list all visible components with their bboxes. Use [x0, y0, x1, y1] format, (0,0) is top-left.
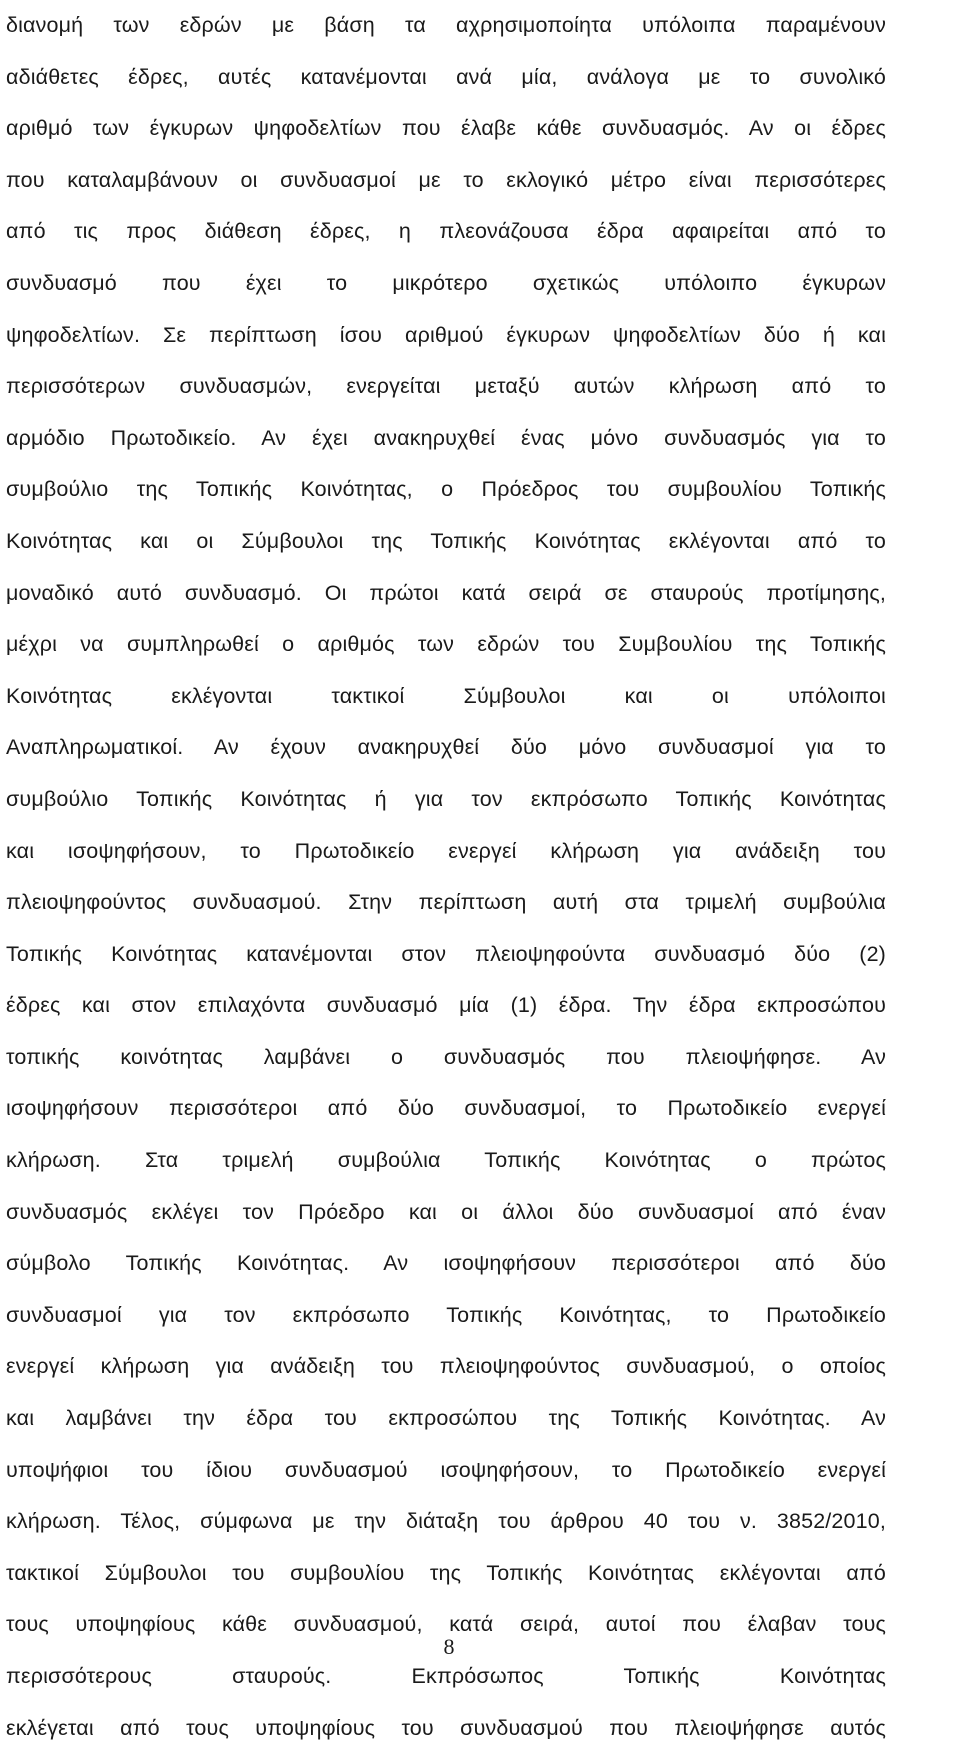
text-line: περισσότερων συνδυασμών, ενεργείται μεταξύ αυτών κλήρωση από το — [6, 374, 886, 399]
text-line: Κοινότητας εκλέγονται τακτικοί Σύμβουλοι και οι υπόλοιποι — [6, 683, 886, 708]
text-line: διανομή των εδρών με βάση τα αχρησιμοποίητα υπόλοιπα παραμένουν — [6, 13, 886, 37]
text-line: κλήρωση. Τέλος, σύμφωνα με την διάταξη του άρθρου 40 του ν. 3852/2010, — [6, 1509, 886, 1534]
text-line: συνδυασμό που έχει το μικρότερο σχετικώς υπόλοιπο έγκυρων — [6, 270, 886, 295]
text-line: μοναδικό αυτό συνδυασμό. Οι πρώτοι κατά σειρά σε σταυρούς προτίμησης, — [6, 580, 886, 605]
page-number: 8 — [443, 1634, 455, 1659]
text-line: αδιάθετες έδρες, αυτές κατανέμονται ανά μία, ανάλογα με το συνολικό — [6, 64, 886, 89]
text-line: εκλέγεται από τους υποψηφίους του συνδυασμού που πλειοψήφησε αυτός — [6, 1715, 886, 1740]
text-line: συμβούλιο της Τοπικής Κοινότητας, ο Πρόεδρος του συμβουλίου Τοπικής — [6, 477, 886, 502]
text-line: έδρες και στον επιλαχόντα συνδυασμό μία (1) έδρα. Την έδρα εκπροσώπου — [6, 993, 886, 1018]
text-line: σύμβολο Τοπικής Κοινότητας. Αν ισοψηφήσουν περισσότεροι από δύο — [6, 1251, 886, 1276]
text-line: τακτικοί Σύμβουλοι του συμβουλίου της Τοπικής Κοινότητας εκλέγονται από — [6, 1560, 886, 1585]
text-line: τοπικής κοινότητας λαμβάνει ο συνδυασμός που πλειοψήφησε. Αν — [6, 1044, 886, 1069]
text-line: Αναπληρωματικοί. Αν έχουν ανακηρυχθεί δύο μόνο συνδυασμοί για το — [6, 735, 886, 760]
text-line: συμβούλιο Τοπικής Κοινότητας ή για τον εκπρόσωπο Τοπικής Κοινότητας — [6, 786, 886, 811]
text-line: αρμόδιο Πρωτοδικείο. Αν έχει ανακηρυχθεί ένας μόνο συνδυασμός για το — [6, 425, 886, 450]
text-line: αριθμό των έγκυρων ψηφοδελτίων που έλαβε κάθε συνδυασμός. Αν οι έδρες — [6, 116, 886, 141]
text-line: τους υποψηφίους κάθε συνδυασμού, κατά σειρά, αυτοί που έλαβαν τους — [6, 1612, 886, 1637]
text-line: πλειοψηφούντος συνδυασμού. Στην περίπτωση αυτή στα τριμελή συμβούλια — [6, 890, 886, 915]
text-line: που καταλαμβάνουν οι συνδυασμοί με το εκλογικό μέτρο είναι περισσότερες — [6, 167, 886, 192]
text-line: ψηφοδελτίων. Σε περίπτωση ίσου αριθμού έγκυρων ψηφοδελτίων δύο ή και — [6, 322, 886, 347]
text-line: συνδυασμοί για τον εκπρόσωπο Τοπικής Κοινότητας, το Πρωτοδικείο — [6, 1302, 886, 1327]
text-line: ισοψηφήσουν περισσότεροι από δύο συνδυασμοί, το Πρωτοδικείο ενεργεί — [6, 1096, 886, 1121]
text-line: Κοινότητας και οι Σύμβουλοι της Τοπικής Κοινότητας εκλέγονται από το — [6, 528, 886, 553]
text-line: μέχρι να συμπληρωθεί ο αριθμός των εδρών του Συμβουλίου της Τοπικής — [6, 632, 886, 657]
text-line: συνδυασμός εκλέγει τον Πρόεδρο και οι άλλοι δύο συνδυασμοί από έναν — [6, 1199, 886, 1224]
text-line: από τις προς διάθεση έδρες, η πλεονάζουσα έδρα αφαιρείται από το — [6, 219, 886, 244]
text-line: ενεργεί κλήρωση για ανάδειξη του πλειοψηφούντος συνδυασμού, ο οποίος — [6, 1354, 886, 1379]
text-line: και λαμβάνει την έδρα του εκπροσώπου της Τοπικής Κοινότητας. Αν — [6, 1406, 886, 1431]
text-line: Τοπικής Κοινότητας κατανέμονται στον πλειοψηφούντα συνδυασμό δύο (2) — [6, 941, 886, 966]
text-line: και ισοψηφήσουν, το Πρωτοδικείο ενεργεί κλήρωση για ανάδειξη του — [6, 838, 886, 863]
text-line: υποψήφιοι του ίδιου συνδυασμού ισοψηφήσουν, το Πρωτοδικείο ενεργεί — [6, 1457, 886, 1482]
text-line: κλήρωση. Στα τριμελή συμβούλια Τοπικής Κοινότητας ο πρώτος — [6, 1148, 886, 1173]
text-line: περισσότερους σταυρούς. Εκπρόσωπος Τοπικής Κοινότητας — [6, 1664, 886, 1688]
body-text — [6, 0, 886, 1754]
